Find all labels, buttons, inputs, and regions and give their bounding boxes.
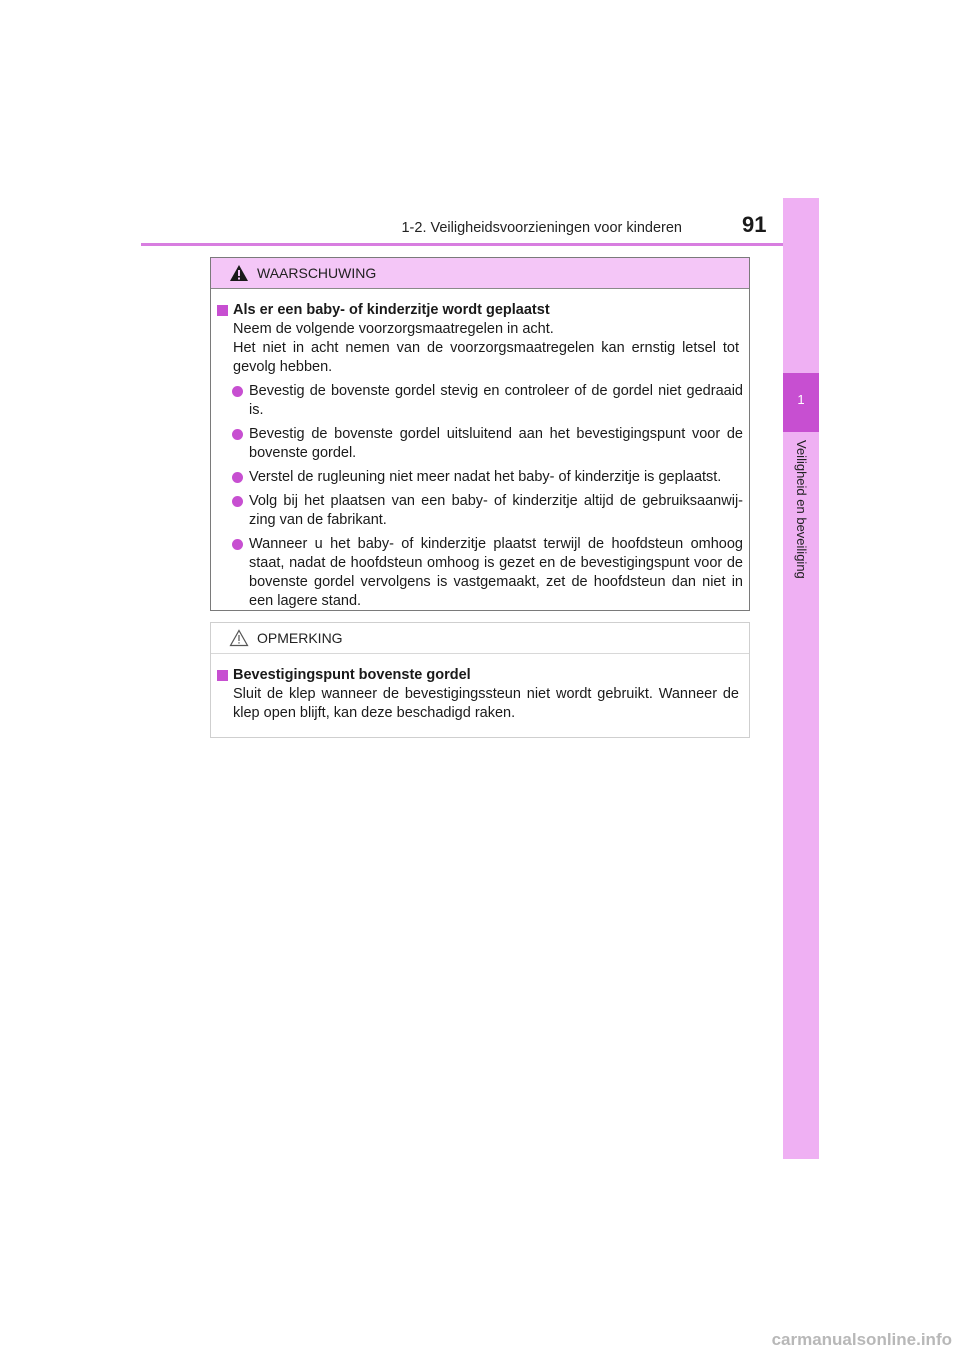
list-item: Wanneer u het baby- of kinderzitje plaatst terwijl de hoofdsteun omhoog staat, nadat de hoofdsteun omhoog is gezet en de bevestigingspunt voor de bovenste gordel vervolgens is vastgemaakt, zet de hoofdsteun dan niet in een lagere stand.: [217, 535, 743, 611]
chapter-label: Veiligheid en beveiliging: [794, 440, 809, 579]
list-item: Verstel de rugleuning niet meer nadat het baby- of kinderzitje is geplaatst.: [217, 468, 743, 487]
note-header: [211, 623, 749, 654]
round-bullet-icon: [232, 429, 243, 440]
round-bullet-icon: [232, 386, 243, 397]
list-item: Bevestig de bovenste gordel uitsluitend aan het bevestigingspunt voor de bovenste gordel.: [217, 425, 743, 463]
chapter-number: 1: [797, 392, 805, 407]
note-heading: OPMERKING: [257, 630, 343, 646]
round-bullet-icon: [232, 472, 243, 483]
square-bullet-icon: [217, 305, 228, 316]
warning-heading: WAARSCHUWING: [257, 265, 377, 281]
list-item: Volg bij het plaatsen van een baby- of kinderzitje altijd de gebruiksaanwij-zing van de fabrikant.: [217, 492, 743, 530]
round-bullet-icon: [232, 539, 243, 550]
list-item: Bevestig de bovenste gordel stevig en controleer of de gordel niet gedraaid is.: [217, 382, 743, 420]
watermark: carmanualsonline.info: [771, 1330, 952, 1349]
warning-section-title: Als er een baby- of kinderzitje wordt geplaatst: [217, 300, 743, 320]
chapter-side-tab: [783, 198, 819, 1159]
note-box: [210, 622, 750, 738]
warning-triangle-icon: [229, 264, 249, 282]
page-number: 91: [742, 212, 767, 237]
warning-header: [211, 258, 749, 289]
running-header-title: 1-2. Veiligheidsvoorzieningen voor kinderen: [401, 220, 682, 236]
warning-intro-line: Neem de volgende voorzorgsmaatregelen in acht.: [233, 321, 554, 337]
caution-triangle-outline-icon: [229, 629, 249, 647]
warning-intro-line: Het niet in acht nemen van de voorzorgsmaatregelen kan ernstig letsel tot gevolg hebben.: [233, 340, 739, 375]
square-bullet-icon: [217, 670, 228, 681]
warning-box: [210, 257, 750, 611]
note-section-title: Bevestigingspunt bovenste gordel: [217, 665, 743, 685]
round-bullet-icon: [232, 496, 243, 507]
note-text: Sluit de klep wanneer de bevestigingssteun niet wordt gebruikt. Wanneer de klep open blijft, kan deze beschadigd raken.: [233, 686, 739, 721]
header-rule: [141, 243, 819, 246]
